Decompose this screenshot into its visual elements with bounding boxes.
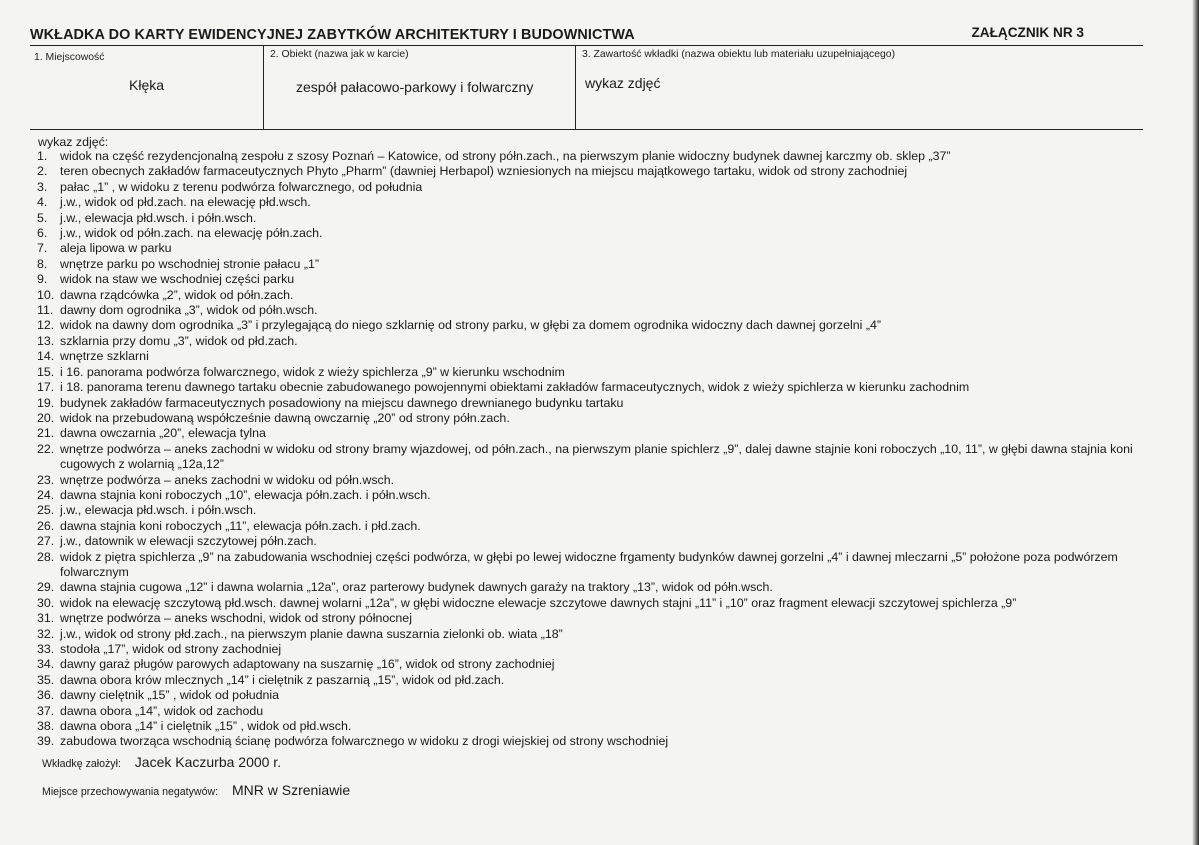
list-item-number: 27. bbox=[37, 534, 55, 549]
author-value: Jacek Kaczurba 2000 r. bbox=[134, 754, 282, 770]
list-item-text: wnętrze parku po wschodniej stronie pałacu „1” bbox=[60, 256, 319, 271]
list-item-text: dawna stajnia koni roboczych „10”, elewacja półn.zach. i półn.wsch. bbox=[60, 487, 431, 502]
list-item bbox=[37, 318, 1147, 333]
photo-list bbox=[37, 149, 1147, 750]
field-place-value: Kłęka bbox=[129, 77, 165, 93]
list-item-text: j.w., widok od półn.zach. na elewację półn.zach. bbox=[60, 226, 323, 241]
list-item bbox=[37, 365, 1147, 380]
list-item bbox=[37, 334, 1147, 349]
list-item-number: 20. bbox=[37, 410, 55, 425]
list-item-number: 8. bbox=[37, 256, 48, 271]
list-item-number: 38. bbox=[37, 719, 55, 734]
list-item bbox=[37, 611, 1147, 626]
list-item bbox=[37, 180, 1147, 195]
list-item-number: 29. bbox=[37, 580, 55, 595]
list-item-number: 25. bbox=[37, 503, 55, 518]
list-item-number: 28. bbox=[37, 549, 55, 564]
list-item-number: 36. bbox=[37, 688, 55, 703]
list-item-text: j.w., datownik w elewacji szczytowej półn.zach. bbox=[60, 534, 317, 549]
list-item-text: pałac „1” , w widoku z terenu podwórza folwarcznego, od południa bbox=[60, 179, 423, 194]
list-item-number: 11. bbox=[37, 303, 54, 318]
list-item bbox=[37, 550, 1147, 581]
field-content-label: 3. Zawartość wkładki (nazwa obiektu lub materiału uzupełniającego) bbox=[582, 49, 896, 60]
list-item-number: 1. bbox=[37, 149, 48, 163]
field-object-value: zespół pałacowo-parkowy i folwarczny bbox=[296, 79, 534, 95]
list-item bbox=[37, 257, 1147, 272]
field-content bbox=[575, 46, 1144, 130]
list-item-text: dawny dom ogrodnika „3”, widok od półn.wsch. bbox=[60, 303, 318, 318]
list-item-text: zabudowa tworząca wschodnią ścianę podwórza folwarcznego w widoku z drogi wiejskiej od strony wschodniej bbox=[60, 734, 669, 749]
list-item-number: 12. bbox=[37, 318, 55, 333]
list-item-number: 15. bbox=[37, 364, 55, 379]
document-header bbox=[30, 27, 1140, 43]
field-object bbox=[263, 46, 576, 130]
list-item-text: j.w., elewacja płd.wsch. i półn.wsch. bbox=[60, 210, 257, 225]
list-item-text: teren obecnych zakładów farmaceutycznych Phyto „Pharm” (dawniej Herbapol) wzniesionych na miejscu majątkowego tartaku, widok od strony zachodniej bbox=[60, 164, 908, 179]
list-item bbox=[37, 657, 1147, 672]
list-item bbox=[37, 288, 1147, 303]
list-item-number: 34. bbox=[37, 657, 55, 672]
list-item bbox=[37, 473, 1147, 488]
list-item-number: 6. bbox=[37, 226, 48, 241]
list-item bbox=[37, 149, 1147, 164]
list-item bbox=[37, 688, 1147, 703]
list-item-text: wnętrze podwórza – aneks zachodni w widoku od strony bramy wjazdowej, od półn.zach., na pierwszym planie spichlerz „9”, dalej dawne stajnie koni roboczych „10, 11”, w głębi dawna stajnia koni cugowych z wolarnią „12a,12” bbox=[60, 441, 1133, 472]
list-item-text: widok na staw we wschodniej części parku bbox=[60, 272, 295, 287]
list-item bbox=[37, 396, 1147, 411]
list-item-text: dawna owczarnia „20”, elewacja tylna bbox=[60, 426, 266, 441]
list-item-number: 5. bbox=[37, 210, 48, 225]
list-item-number: 9. bbox=[37, 272, 48, 287]
list-item bbox=[37, 442, 1147, 473]
list-item bbox=[37, 534, 1147, 549]
list-item-text: dawna obora „14” i cielętnik „15” , widok od płd.wsch. bbox=[60, 719, 352, 734]
list-item-number: 19. bbox=[37, 395, 55, 410]
storage-line bbox=[42, 782, 350, 798]
list-item-number: 3. bbox=[37, 179, 48, 194]
author-label: Wkładkę założył: bbox=[42, 758, 121, 770]
list-item-text: szklarnia przy domu „3”, widok od płd.zach. bbox=[60, 333, 298, 348]
list-item-text: widok z piętra spichlerza „9” na zabudowania wschodniej części podwórza, w głębi po lewej widoczne frgamenty budynków dawnej gorzelni „4” i dawnej mleczarni „5” położone poza podwórzem folwarcznym bbox=[60, 549, 1118, 579]
field-object-label: 2. Obiekt (nazwa jak w karcie) bbox=[270, 49, 409, 60]
list-item-number: 2. bbox=[37, 164, 48, 179]
list-item-text: budynek zakładów farmaceutycznych posadowiony na miejscu dawnego drewnianego budynku tartaku bbox=[60, 395, 624, 410]
list-item-number: 24. bbox=[37, 487, 55, 502]
list-item-text: widok na część rezydencjonalną zespołu z szosy Poznań – Katowice, od strony półn.zach., na pierwszym planie widoczny budynek dawnej karczmy ob. sklep „37” bbox=[60, 149, 951, 163]
list-item-text: dawny cielętnik „15” , widok od południa bbox=[60, 688, 280, 703]
list-item bbox=[37, 211, 1147, 226]
list-item-number: 13. bbox=[37, 333, 55, 348]
list-item-text: wnętrze podwórza – aneks zachodni w widoku od półn.wsch. bbox=[60, 472, 395, 487]
list-item bbox=[37, 734, 1147, 749]
list-item-text: dawna obora „14”, widok od zachodu bbox=[60, 703, 264, 718]
list-item-text: stodoła „17”, widok od strony zachodniej bbox=[60, 642, 282, 656]
list-item-text: dawna obora krów mlecznych „14” i cielętnik z paszarnią „15”, widok od płd.zach. bbox=[60, 672, 505, 687]
list-item-text: j.w., elewacja płd.wsch. i półn.wsch. bbox=[60, 503, 257, 518]
list-item-number: 17. bbox=[37, 380, 55, 395]
document-title: WKŁADKA DO KARTY EWIDENCYJNEJ ZABYTKÓW ARCHITEKTURY I BUDOWNICTWA bbox=[30, 27, 635, 43]
list-item-number: 4. bbox=[37, 195, 48, 210]
storage-label: Miejsce przechowywania negatywów: bbox=[42, 786, 219, 798]
list-item bbox=[37, 488, 1147, 503]
list-item bbox=[37, 272, 1147, 287]
page-edge-shadow bbox=[1192, 0, 1199, 845]
list-item-text: i 16. panorama podwórza folwarcznego, widok z wieży spichlerza „9” w kierunku wschodnim bbox=[60, 364, 565, 379]
list-item-text: j.w., widok od płd.zach. na elewację płd.wsch. bbox=[60, 195, 311, 210]
list-item-number: 39. bbox=[37, 734, 55, 749]
list-item-text: dawna stajnia koni roboczych „11”, elewacja półn.zach. i płd.zach. bbox=[60, 518, 421, 533]
list-item bbox=[37, 719, 1147, 734]
list-item-text: widok na elewację szczytową płd.wsch. dawnej wolarni „12a”, w głębi widoczne elewacje szczytowe dawnych stajni „11” i „10” oraz fragment elewacji szczytowej spichlerza „9” bbox=[60, 595, 1017, 610]
list-item-number: 31. bbox=[37, 611, 55, 626]
list-item-text: widok na dawny dom ogrodnika „3” i przylegającą do niego szklarnię od strony parku, w głębi za domem ogrodnika widoczny dach dawnej gorzelni „4” bbox=[60, 318, 881, 333]
list-item-text: wnętrze podwórza – aneks wschodni, widok od strony północnej bbox=[60, 611, 412, 626]
author-line bbox=[42, 754, 281, 770]
field-place-label: 1. Miejscowość bbox=[34, 52, 105, 63]
list-item-text: dawny garaż pługów parowych adaptowany na suszarnię „16”, widok od strony zachodniej bbox=[60, 657, 555, 672]
table-bottom-rule bbox=[30, 129, 1143, 130]
list-item bbox=[37, 411, 1147, 426]
list-item bbox=[37, 704, 1147, 719]
list-item bbox=[37, 164, 1147, 179]
list-item-text: i 18. panorama terenu dawnego tartaku obecnie zabudowanego powojennymi obiektami zakładów farmaceutycznych, widok z wieży spichlerza w kierunku zachodnim bbox=[60, 380, 970, 395]
list-item bbox=[37, 241, 1147, 256]
list-item bbox=[37, 380, 1147, 395]
list-item-number: 7. bbox=[37, 241, 48, 256]
list-item bbox=[37, 426, 1147, 441]
list-item-number: 26. bbox=[37, 518, 55, 533]
list-item-number: 10. bbox=[37, 287, 55, 302]
list-item-number: 32. bbox=[37, 626, 55, 641]
list-item bbox=[37, 627, 1147, 642]
list-item-text: dawna stajnia cugowa „12” i dawna wolarnia „12a”, oraz parterowy budynek dawnych garaży na traktory „13”, widok od półn.wsch. bbox=[60, 580, 773, 595]
list-item-number: 35. bbox=[37, 672, 55, 687]
list-item bbox=[37, 673, 1147, 688]
list-item bbox=[37, 303, 1147, 318]
list-item-number: 33. bbox=[37, 642, 55, 656]
list-item bbox=[37, 642, 1147, 657]
list-item-number: 30. bbox=[37, 595, 55, 610]
list-item-number: 23. bbox=[37, 472, 55, 487]
list-item bbox=[37, 503, 1147, 518]
list-item-number: 37. bbox=[37, 703, 55, 718]
list-item bbox=[37, 596, 1147, 611]
list-item-number: 21. bbox=[37, 426, 55, 441]
list-item-text: j.w., widok od strony płd.zach., na pierwszym planie dawna suszarnia zielonki ob. wiata „18” bbox=[60, 626, 563, 641]
list-item-text: wnętrze szklarni bbox=[60, 349, 149, 364]
storage-value: MNR w Szreniawie bbox=[231, 782, 351, 798]
list-item bbox=[37, 226, 1147, 241]
list-item bbox=[37, 519, 1147, 534]
list-intro: wykaz zdjęć: bbox=[38, 135, 109, 149]
field-content-value: wykaz zdjęć bbox=[585, 75, 661, 91]
list-item bbox=[37, 195, 1147, 210]
annex-number: ZAŁĄCZNIK NR 3 bbox=[971, 25, 1084, 40]
field-place bbox=[30, 46, 263, 130]
list-item-text: dawna rządcówka „2”, widok od półn.zach. bbox=[60, 287, 294, 302]
list-item-text: widok na przebudowaną współcześnie dawną owczarnię „20” od strony półn.zach. bbox=[60, 410, 510, 425]
list-item-number: 22. bbox=[37, 441, 55, 456]
list-item-text: aleja lipowa w parku bbox=[60, 241, 172, 256]
list-item bbox=[37, 580, 1147, 595]
list-item bbox=[37, 349, 1147, 364]
list-item-number: 14. bbox=[37, 349, 55, 364]
